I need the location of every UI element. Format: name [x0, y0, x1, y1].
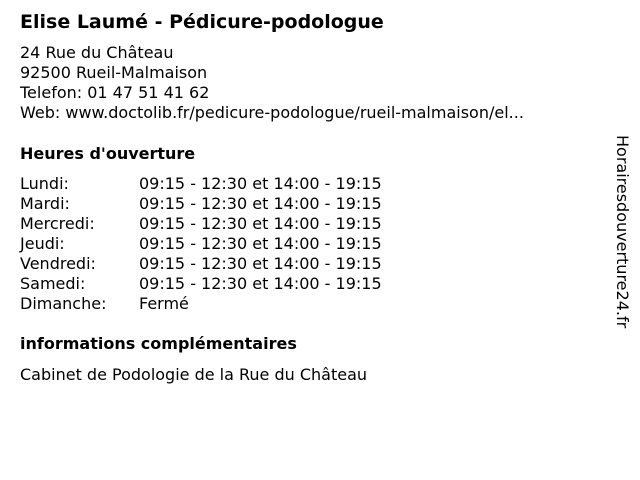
site-watermark: Horairesdouverture24.fr	[613, 135, 632, 329]
day-label: Jeudi:	[20, 234, 65, 253]
time-value: 09:15 - 12:30 et 14:00 - 19:15	[139, 174, 382, 193]
hours-row-thursday	[20, 234, 440, 254]
time-value: 09:15 - 12:30 et 14:00 - 19:15	[139, 194, 382, 213]
day-label: Mardi:	[20, 194, 70, 213]
hours-row-saturday	[20, 274, 440, 294]
day-label: Dimanche:	[20, 294, 107, 313]
contact-block	[20, 43, 524, 123]
time-value: Fermé	[139, 294, 189, 313]
time-value: 09:15 - 12:30 et 14:00 - 19:15	[139, 214, 382, 233]
hours-row-wednesday	[20, 214, 440, 234]
time-value: 09:15 - 12:30 et 14:00 - 19:15	[139, 254, 382, 273]
phone-number[interactable]: Telefon: 01 47 51 41 62	[20, 83, 210, 102]
day-label: Vendredi:	[20, 254, 96, 273]
time-value: 09:15 - 12:30 et 14:00 - 19:15	[139, 274, 382, 293]
additional-info-text: Cabinet de Podologie de la Rue du Château	[20, 365, 368, 384]
opening-hours-heading: Heures d'ouverture	[20, 144, 196, 163]
day-label: Samedi:	[20, 274, 86, 293]
hours-row-tuesday	[20, 194, 440, 214]
opening-hours-table	[20, 174, 440, 314]
hours-row-monday	[20, 174, 440, 194]
day-label: Mercredi:	[20, 214, 95, 233]
day-label: Lundi:	[20, 174, 69, 193]
additional-info-heading: informations complémentaires	[20, 334, 297, 353]
website-link[interactable]: Web: www.doctolib.fr/pedicure-podologue/rueil-malmaison/el...	[20, 103, 524, 122]
address-street: 24 Rue du Château	[20, 43, 174, 62]
address-city: 92500 Rueil-Malmaison	[20, 63, 208, 82]
business-title: Elise Laumé - Pédicure-podologue	[20, 11, 384, 33]
time-value: 09:15 - 12:30 et 14:00 - 19:15	[139, 234, 382, 253]
hours-row-sunday	[20, 294, 440, 314]
hours-row-friday	[20, 254, 440, 274]
